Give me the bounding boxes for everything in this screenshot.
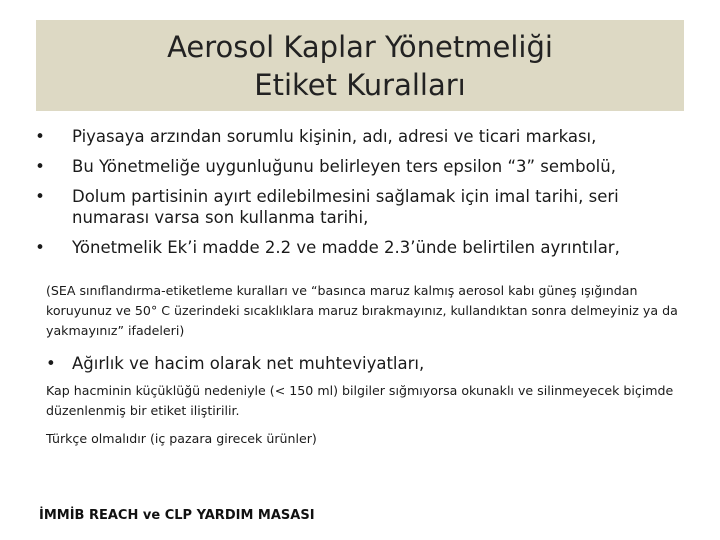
footer-label: İMMİB REACH ve CLP YARDIM MASASI bbox=[39, 508, 315, 523]
language-note: Türkçe olmalıdır (iç pazara girecek ürünler) bbox=[46, 431, 317, 446]
page-title-line-2: Etiket Kuralları bbox=[254, 67, 466, 102]
sea-note: (SEA sınıflandırma-etiketleme kuralları ve “basınca maruz kalmış aerosol kabı güneş ışığından koruyunuz ve 50° C üzerindeki sıcaklıklara maruz bırakmayınız, kullandıktan sonra delmeyiniz ya da yakmayınız” ifadeleri) bbox=[46, 283, 678, 338]
list-item bbox=[30, 126, 690, 147]
list-item-text: Piyasaya arzından sorumlu kişinin, adı, adresi ve ticari markası, bbox=[72, 127, 597, 146]
title-banner bbox=[36, 20, 684, 111]
list-item-net-content bbox=[46, 353, 712, 374]
list-item-text: Yönetmelik Ek’i madde 2.2 ve madde 2.3’ünde belirtilen ayrıntılar, bbox=[72, 238, 620, 257]
bullet-icon: • bbox=[35, 127, 45, 146]
page-title-line-1: Aerosol Kaplar Yönetmeliği bbox=[167, 29, 553, 64]
bullet-icon: • bbox=[35, 238, 45, 257]
list-item-text: Bu Yönetmeliğe uygunluğunu belirleyen ters epsilon “3” sembolü, bbox=[72, 157, 616, 176]
bullet-icon: • bbox=[35, 187, 45, 206]
list-item-text: Dolum partisinin ayırt edilebilmesini sağlamak için imal tarihi, seri numarası varsa son kullanma tarihi, bbox=[72, 187, 619, 227]
bullet-icon: • bbox=[35, 157, 45, 176]
list-item-text: Ağırlık ve hacim olarak net muhteviyatları, bbox=[72, 354, 425, 373]
capacity-note: Kap hacminin küçüklüğü nedeniyle (< 150 ml) bilgiler sığmıyorsa okunaklı ve silinmeyecek biçimde düzenlenmiş bir etiket iliştirilir. bbox=[46, 383, 674, 418]
bullet-icon: • bbox=[46, 354, 56, 373]
requirements-list bbox=[30, 126, 690, 267]
list-item bbox=[30, 186, 690, 228]
list-item bbox=[30, 237, 690, 258]
list-item bbox=[30, 156, 690, 177]
